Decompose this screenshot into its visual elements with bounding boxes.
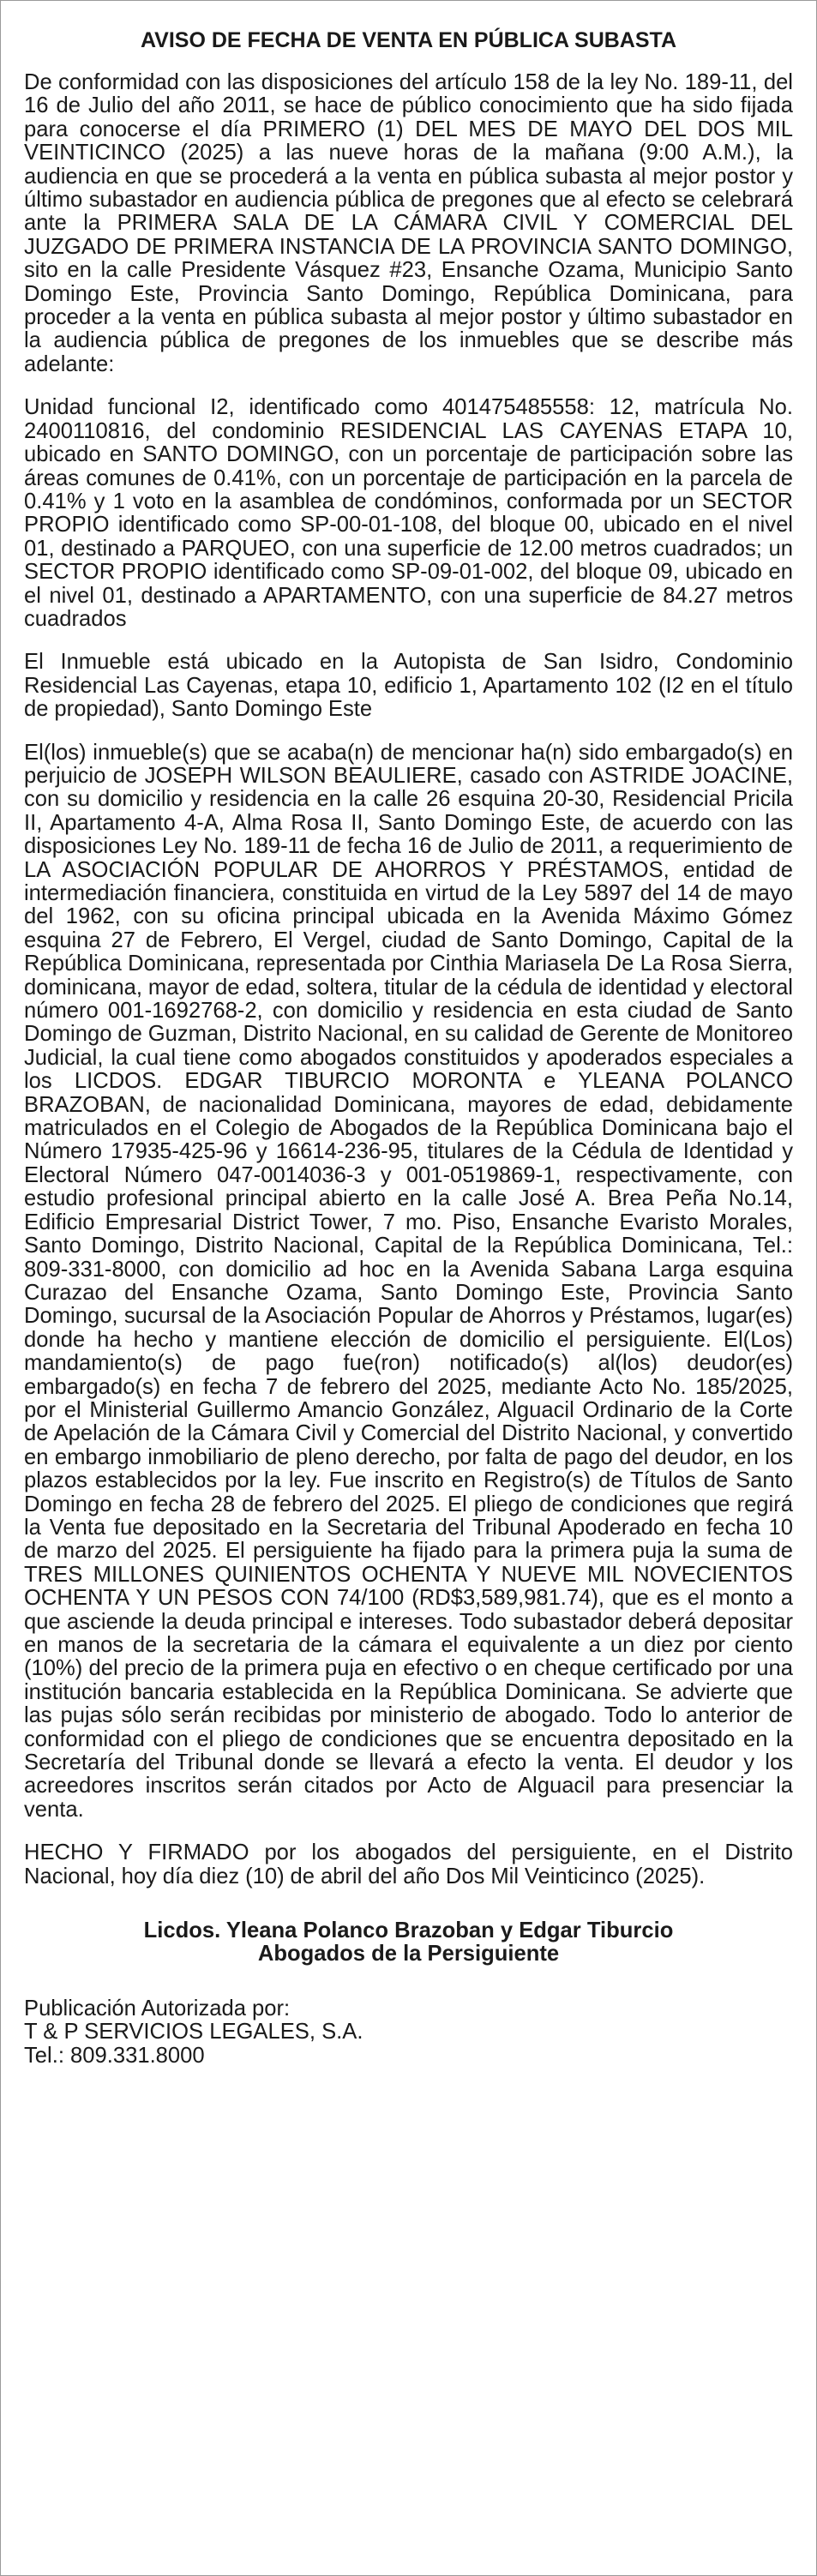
paragraph-auction-date: De conformidad con las disposiciones del artículo 158 de la ley No. 189-11, del 16 de Julio del año 2011, se hace de público conocimiento que ha sido fijada para conocerse el día PRIMERO (1) DEL MES DE MAYO DEL DOS MIL VEINTICINCO (2025) a las nueve horas de la mañana (9:00 A.M.), la audiencia en que se procederá a la venta en pública subasta al mejor postor y último subastador en audiencia pública de pregones que al efecto se celebrará ante la PRIMERA SALA DE LA CÁMARA CIVIL Y COMERCIAL DEL JUZGADO DE PRIMERA INSTANCIA DE LA PROVINCIA SANTO DOMINGO, sito en la calle Presidente Vásquez #23, Ensanche Ozama, Municipio Santo Domingo Este, Provincia Santo Domingo, República Dominicana, para proceder a la venta en pública subasta al mejor postor y último subastador en la audiencia pública de pregones de los inmuebles que se describe más adelante:: [24, 70, 793, 376]
paragraph-seizure-details: El(los) inmueble(s) que se acaba(n) de mencionar ha(n) sido embargado(s) en perjuicio de JOSEPH WILSON BEAULIERE, casado con ASTRIDE JOACINE, con su domicilio y residencia en la calle 26 esquina 20-30, Residencial Pricila II, Apartamento 4-A, Alma Rosa II, Santo Domingo Este, de acuerdo con las disposiciones Ley No. 189-11 de fecha 16 de Julio de 2011, a requerimiento de LA ASOCIACIÓN POPULAR DE AHORROS Y PRÉSTAMOS, entidad de intermediación financiera, constituida en virtud de la Ley 5897 del 14 de mayo del 1962, con su oficina principal ubicada en la Avenida Máximo Gómez esquina 27 de Febrero, El Vergel, ciudad de Santo Domingo, Capital de la República Dominicana, representada por Cinthia Mariasela De La Rosa Sierra, dominicana, mayor de edad, soltera, titular de la cédula de identidad y electoral número 001-1692768-2, con domicilio y residencia en esta ciudad de Santo Domingo de Guzman, Distrito Nacional, en su calidad de Gerente de Monitoreo Judicial, la cual tiene como abogados constituidos y apoderados especiales a los LICDOS. EDGAR TIBURCIO MORONTA e YLEANA POLANCO BRAZOBAN, de nacionalidad Dominicana, mayores de edad, debidamente matriculados en el Colegio de Abogados de la República Dominicana bajo el Número 17935-425-96 y 16614-236-95, titulares de la Cédula de Identidad y Electoral Número 047-0014036-3 y 001-0519869-1, respectivamente, con estudio profesional principal abierto en la calle José A. Brea Peña No.14, Edificio Empresarial District Tower, 7 mo. Piso, Ensanche Evaristo Morales, Santo Domingo, Distrito Nacional, Capital de la República Dominicana, Tel.: 809-331-8000, con domicilio ad hoc en la Avenida Sabana Larga esquina Curazao del Ensanche Ozama, Santo Domingo Este, Provincia Santo Domingo, sucursal de la Asociación Popular de Ahorros y Préstamos, lugar(es) donde ha hecho y mantiene elección de domicilio el persiguiente. El(Los) mandamiento(s) de pago fue(ron) notificado(s) al(los) deudor(es) embargado(s) en fecha 7 de febrero del 2025, mediante Acto No. 185/2025, por el Ministerial Guillermo Amancio González, Alguacil Ordinario de la Corte de Apelación de la Cámara Civil y Comercial del Distrito Nacional, y convertido en embargo inmobiliario de pleno derecho, por falta de pago del deudor, en los plazos establecidos por la ley. Fue inscrito en Registro(s) de Títulos de Santo Domingo en fecha 28 de febrero del 2025. El pliego de condiciones que regirá la Venta fue depositado en la Secretaria del Tribunal Apoderado en fecha 10 de marzo del 2025. El persiguiente ha fijado para la primera puja la suma de TRES MILLONES QUINIENTOS OCHENTA Y NUEVE MIL NOVECIENTOS OCHENTA Y UN PESOS CON 74/100 (RD$3,589,981.74), que es el monto a que asciende la deuda principal e intereses. Todo subastador deberá depositar en manos de la secretaria de la cámara el equivalente a un diez por ciento (10%) del precio de la primera puja en efectivo o en cheque certificado por una institución bancaria establecida en la República Dominicana. Se advierte que las pujas sólo serán recibidas por ministerio de abogado. Todo lo anterior de conformidad con el pliego de condiciones que se encuentra depositado en la Secretaría del Tribunal donde se llevará a efecto la venta. El deudor y los acreedores inscritos serán citados por Acto de Alguacil para presenciar la venta.: [24, 740, 793, 1822]
notice-title: AVISO DE FECHA DE VENTA EN PÚBLICA SUBASTA: [140, 28, 677, 52]
paragraph-signed: HECHO Y FIRMADO por los abogados del persiguiente, en el Distrito Nacional, hoy día diez (10) de abril del año Dos Mil Veinticinco (2025).: [24, 1840, 793, 1888]
paragraph-property-location: El Inmueble está ubicado en la Autopista de San Isidro, Condominio Residencial Las Cayenas, etapa 10, edificio 1, Apartamento 102 (I2 en el título de propiedad), Santo Domingo Este: [24, 650, 793, 722]
paragraph-property-description: Unidad funcional I2, identificado como 401475485558: 12, matrícula No. 2400110816, del condominio RESIDENCIAL LAS CAYENAS ETAPA 10, ubicado en SANTO DOMINGO, con un porcentaje de participación sobre las áreas comunes de 0.41%, con un porcentaje de participación en la parcela de 0.41% y 1 voto en la asamblea de condóminos, conformada por un SECTOR PROPIO identificado como SP-00-01-108, del bloque 00, ubicado en el nivel 01, destinado a PARQUEO, con una superficie de 12.00 metros cuadrados; un SECTOR PROPIO identificado como SP-09-01-002, del bloque 09, ubicado en el nivel 01, destinado a APARTAMENTO, con una superficie de 84.27 metros cuadrados: [24, 395, 793, 631]
publication-phone: Tel.: 809.331.8000: [24, 2043, 205, 2068]
publication-company: T & P SERVICIOS LEGALES, S.A.: [24, 2020, 363, 2045]
signature-role: Abogados de la Persiguiente: [257, 1942, 560, 1967]
publication-label: Publicación Autorizada por:: [24, 1996, 291, 2021]
signature-lawyers: Licdos. Yleana Polanco Brazoban y Edgar Tiburcio: [143, 1918, 674, 1943]
